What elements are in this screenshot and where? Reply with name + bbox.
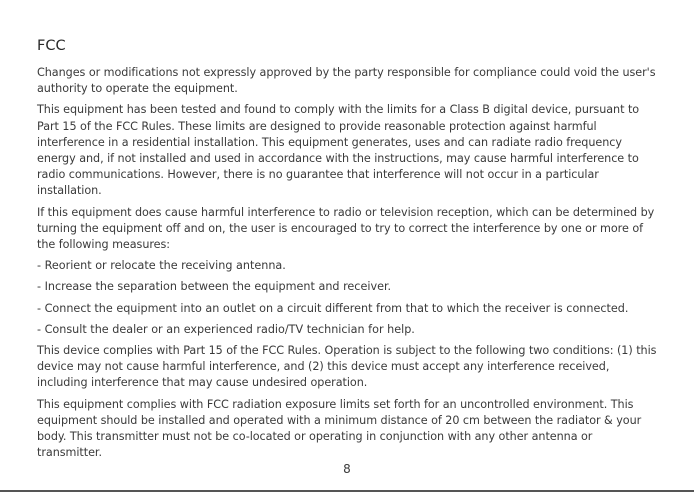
measure-item-increase-separation: - Increase the separation between the equipment and receiver. (37, 280, 392, 294)
section-title: FCC (37, 38, 66, 54)
paragraph-interference-measures-intro: If this equipment does cause harmful interference to radio or television reception, which can be determined by turning the equipment off and on, the user is encouraged to try to correct the interference by one or more of the following measures: (37, 205, 655, 252)
document-page (37, 36, 659, 466)
measure-item-different-outlet: - Connect the equipment into an outlet on a circuit different from that to which the receiver is connected. (37, 301, 629, 315)
measure-item-consult-dealer: - Consult the dealer or an experienced radio/TV technician for help. (37, 322, 415, 336)
paragraph-radiation-exposure: This equipment complies with FCC radiation exposure limits set forth for an uncontrolled environment. This equipment should be installed and operated with a minimum distance of 20 cm between the radiator & your body. This transmitter must not be co-located or operating in conjunction with any other antenna or transmitter. (37, 397, 642, 460)
page-number: 8 (343, 462, 351, 476)
paragraph-modifications: Changes or modifications not expressly approved by the party responsible for compliance could void the user's authority to operate the equipment. (37, 66, 656, 96)
paragraph-part-15-conditions: This device complies with Part 15 of the FCC Rules. Operation is subject to the following two conditions: (1) this device may not cause harmful interference, and (2) this device must accept any interference received, including interference that may cause undesired operation. (37, 344, 657, 390)
paragraph-class-b-compliance: This equipment has been tested and found to comply with the limits for a Class B digital device, pursuant to Part 15 of the FCC Rules. These limits are designed to provide reasonable protection against harmful interference in a residential installation. This equipment generates, uses and can radiate radio frequency energy and, if not installed and used in accordance with the instructions, may cause harmful interference to radio communications. However, there is no guarantee that interference will not occur in a particular installation. (37, 103, 640, 198)
measure-item-reorient: - Reorient or relocate the receiving antenna. (37, 259, 286, 273)
